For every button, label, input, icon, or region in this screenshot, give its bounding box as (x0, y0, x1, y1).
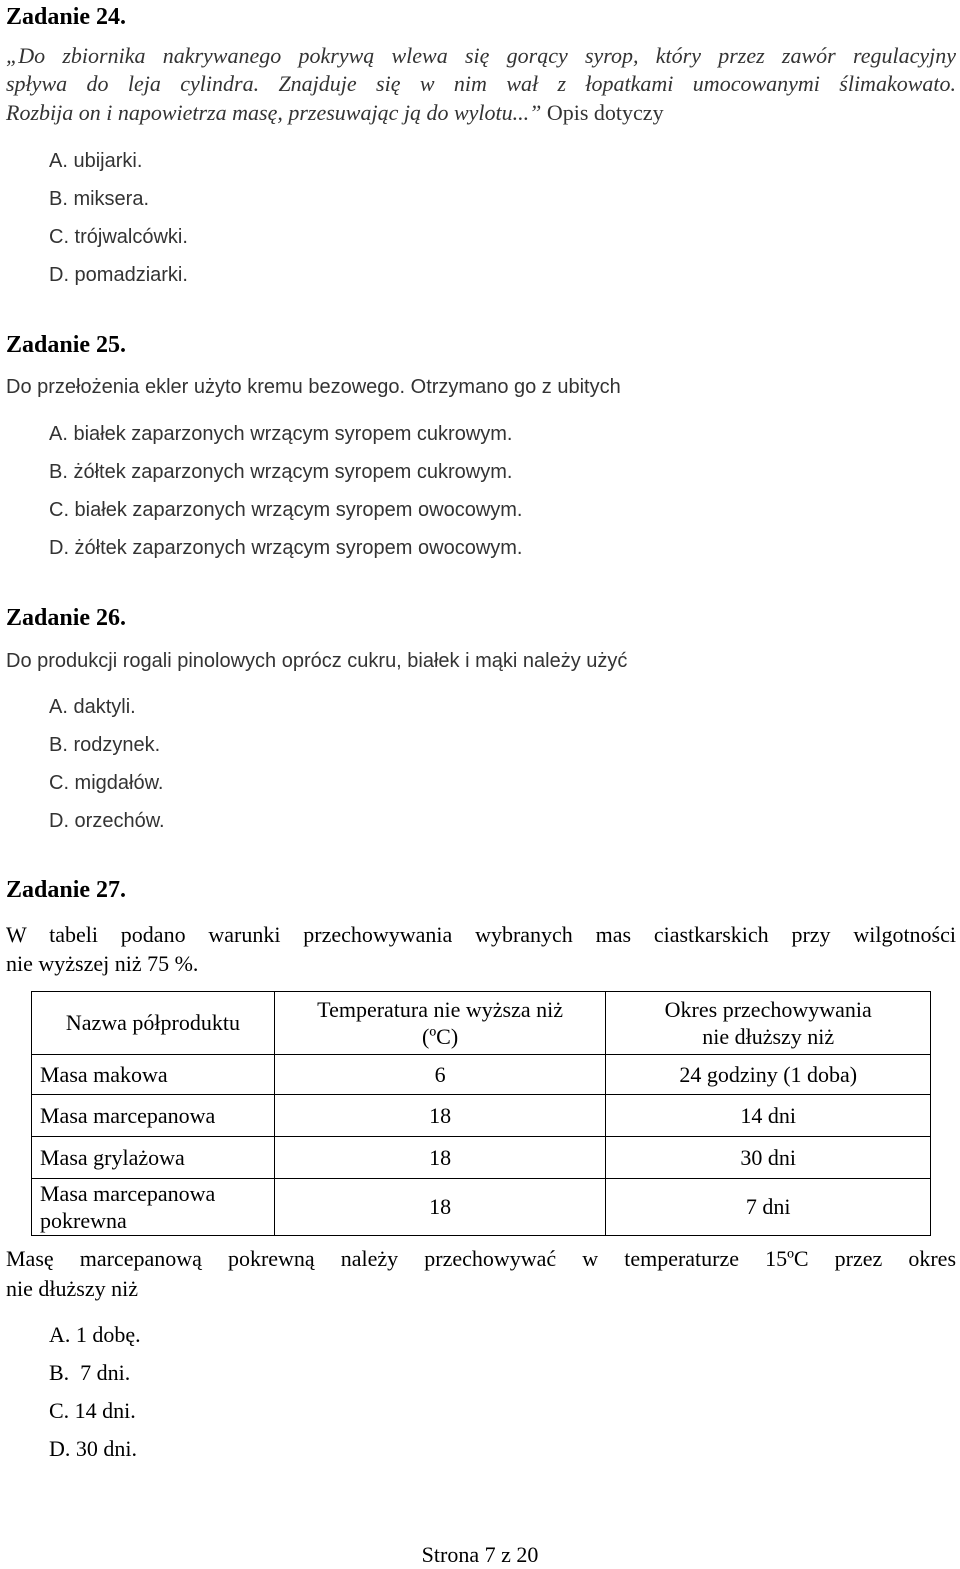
task-24-option-c: C. trójwalcówki. (49, 226, 188, 248)
task-27-intro-line-1: W tabeli podano warunki przechowywania wybranych mas ciastkarskich przy wilgotności (6, 922, 956, 947)
table-row (32, 1055, 931, 1095)
task-25-option-a: A. białek zaparzonych wrzącym syropem cukrowym. (49, 423, 513, 445)
row-name-line-2: pokrewna (40, 1208, 127, 1233)
header-temperature-line-1: Temperatura nie wyższa niż (317, 996, 564, 1022)
row-period: 7 dni (606, 1179, 931, 1236)
task-27-option-d: D. 30 dni. (49, 1436, 137, 1461)
task-24-option-b: B. miksera. (49, 188, 150, 210)
task-27-intro-line-2: nie wyższej niż 75 %. (6, 951, 199, 976)
row-name: Masa grylażowa (32, 1137, 275, 1179)
table-row (32, 1137, 931, 1179)
task-27-title: Zadanie 27. (6, 877, 127, 903)
header-temperature (274, 992, 606, 1055)
task-26-option-c: C. migdałów. (49, 772, 164, 794)
task-26-option-a: A. daktyli. (49, 696, 136, 718)
task-27-question-line-1: Masę marcepanową pokrewną należy przechowywać w temperaturze 15ºC przez okres (6, 1246, 956, 1271)
task-25-title: Zadanie 25. (6, 332, 127, 358)
row-period: 14 dni (606, 1095, 931, 1137)
task-26-option-d: D. orzechów. (49, 810, 165, 832)
task-26-option-b: B. rodzynek. (49, 734, 161, 756)
page-number: Strona 7 z 20 (421, 1542, 539, 1567)
task-24-text-line-3 (6, 99, 664, 127)
task-25-option-b: B. żółtek zaparzonych wrzącym syropem cukrowym. (49, 461, 513, 483)
row-name-line-1: Masa marcepanowa (40, 1180, 216, 1206)
table-row (32, 1179, 931, 1236)
task-24-quote-end: Rozbija on i napowietrza masę, przesuwając ją do wylotu...” (6, 100, 542, 125)
row-temperature: 18 (274, 1095, 606, 1137)
task-24-title: Zadanie 24. (6, 4, 127, 30)
storage-conditions-table (31, 991, 931, 1236)
table-row (32, 1095, 931, 1137)
table-header-row (32, 992, 931, 1055)
row-period: 24 godziny (1 doba) (606, 1055, 931, 1095)
task-27-question-line-2: nie dłuższy niż (6, 1276, 138, 1301)
task-24-question-tail: Opis dotyczy (541, 100, 664, 125)
row-temperature: 18 (274, 1137, 606, 1179)
task-26-question: Do produkcji rogali pinolowych oprócz cukru, białek i mąki należy użyć (6, 650, 628, 672)
row-name: Masa makowa (32, 1055, 275, 1095)
task-25-option-d: D. żółtek zaparzonych wrzącym syropem owocowym. (49, 537, 523, 559)
task-24-option-a: A. ubijarki. (49, 150, 143, 172)
header-period-line-2: nie dłuższy niż (702, 1024, 835, 1049)
task-25-option-c: C. białek zaparzonych wrzącym syropem owocowym. (49, 499, 523, 521)
task-27-option-b: B. 7 dni. (49, 1360, 131, 1385)
row-temperature: 6 (274, 1055, 606, 1095)
header-name: Nazwa półproduktu (32, 992, 275, 1055)
task-24-text-line-2: spływa do leja cylindra. Znajduje się w nim wał z łopatkami umocowanymi ślimakowato. (6, 71, 956, 96)
task-27-option-a: A. 1 dobę. (49, 1322, 141, 1347)
task-26-title: Zadanie 26. (6, 605, 127, 631)
header-period (606, 992, 931, 1055)
header-period-line-1: Okres przechowywania (664, 996, 872, 1022)
row-name: Masa marcepanowa (32, 1095, 275, 1137)
task-27-option-c: C. 14 dni. (49, 1398, 136, 1423)
row-period: 30 dni (606, 1137, 931, 1179)
task-25-question: Do przełożenia ekler użyto kremu bezowego. Otrzymano go z ubitych (6, 376, 621, 398)
row-temperature: 18 (274, 1179, 606, 1236)
row-name (32, 1179, 275, 1236)
task-24-text-line-1: „Do zbiornika nakrywanego pokrywą wlewa się gorący syrop, który przez zawór regulacyjny (6, 43, 956, 68)
header-temperature-line-2: (ºC) (422, 1024, 459, 1049)
task-24-option-d: D. pomadziarki. (49, 264, 188, 286)
